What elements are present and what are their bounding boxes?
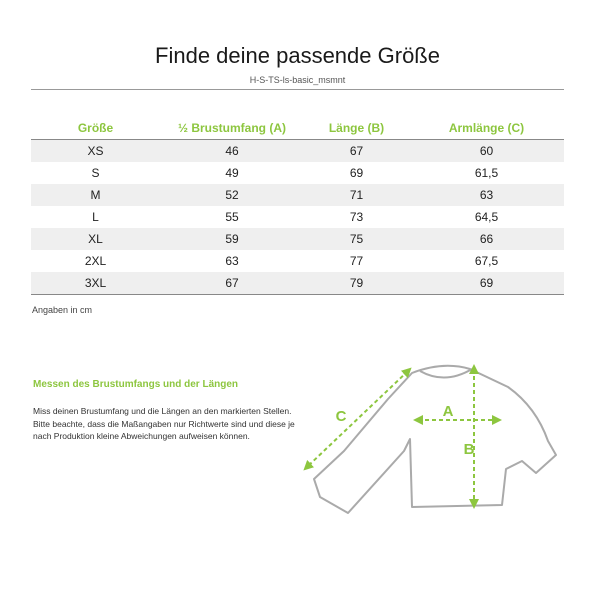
cell-length: 73	[349, 210, 364, 224]
cell-chest: 67	[160, 272, 304, 295]
cell-sleeve: 61,5	[474, 166, 499, 180]
shirt-outline	[314, 366, 556, 513]
column-header-sleeve: Armlänge (C)	[409, 117, 564, 140]
table-row	[31, 206, 564, 228]
cell-chest: 59	[160, 228, 304, 250]
cell-length: 67	[304, 140, 409, 163]
cell-size: 2XL	[84, 254, 107, 268]
cell-size: M	[31, 184, 160, 206]
cell-chest: 63	[225, 254, 239, 268]
measure-paragraph: Bitte beachte, dass die Maßangaben nur Richtwerte sind und diese je nach Produktion kleine Abweichungen aufweisen können.	[33, 418, 295, 441]
cell-length: 79	[304, 272, 409, 295]
measure-paragraph: Miss deinen Brustumfang und die Längen an den markierten Stellen.	[33, 406, 292, 416]
cell-chest: 49	[225, 166, 239, 180]
measure-heading: Messen des Brustumfangs und der Längen	[33, 379, 239, 390]
long-sleeve-shirt-icon	[300, 355, 565, 520]
cell-sleeve: 67,5	[474, 254, 499, 268]
cell-size: XS	[31, 140, 160, 163]
cell-sleeve: 69	[409, 272, 564, 295]
table-row	[31, 250, 564, 272]
page-subtitle: H-S-TS-ls-basic_msmnt	[249, 75, 346, 85]
cell-sleeve: 63	[409, 184, 564, 206]
cell-sleeve: 64,5	[474, 210, 499, 224]
title-divider	[31, 89, 564, 90]
page-title: Finde deine passende Größe	[155, 43, 440, 68]
size-table	[31, 117, 564, 295]
label-c: C	[335, 408, 347, 425]
measure-instructions	[33, 405, 303, 443]
cell-sleeve: 60	[409, 140, 564, 163]
table-row	[31, 228, 564, 250]
table-row	[31, 184, 564, 206]
table-row	[31, 272, 564, 295]
cell-length: 75	[304, 228, 409, 250]
cell-length: 69	[349, 166, 364, 180]
column-header-chest: ½ Brustumfang (A)	[160, 117, 304, 140]
cell-length: 71	[304, 184, 409, 206]
cell-length: 77	[349, 254, 364, 268]
cell-sleeve: 66	[409, 228, 564, 250]
column-header-size: Größe	[31, 117, 160, 140]
size-table-header-row	[31, 117, 564, 140]
sleeve-measure-line	[307, 371, 408, 467]
shirt-neckline	[420, 369, 472, 378]
units-note: Angaben in cm	[32, 305, 93, 315]
cell-chest: 55	[225, 210, 239, 224]
cell-size: L	[92, 210, 99, 224]
cell-chest: 52	[160, 184, 304, 206]
table-row	[31, 140, 564, 163]
cell-size: S	[91, 166, 100, 180]
cell-chest: 46	[160, 140, 304, 163]
table-row	[31, 162, 564, 184]
cell-size: 3XL	[31, 272, 160, 295]
label-a: A	[442, 403, 454, 420]
column-header-length: Länge (B)	[304, 117, 409, 140]
label-b: B	[463, 441, 475, 458]
cell-size: XL	[31, 228, 160, 250]
